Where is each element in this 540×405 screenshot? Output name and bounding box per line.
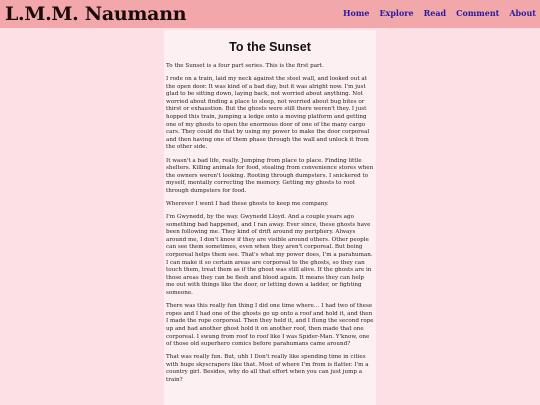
article-paragraph: I'm Gwynedd, by the way. Gwynedd Lloyd. And a couple years ago something bad happened, and I ran away. Ever since, these ghosts have been following me. They kind of drift around my periphery. Always around me, I don't know if they are visible around others. Other people can see them sometimes, even when they aren't corporeal. But being corporeal helps them see. That's what my power does, I'm a parahuman. I can make it so certain areas are corporeal to the ghosts, so they can touch them, treat them as if the ghost was still alive. If the ghosts are in those areas they can be flesh and blood again. It means they can help me out with things like the door, or letting down a ladder, or fighting someone. [166, 214, 373, 297]
article-paragraph: That was really fun. But, uhh I Don't really like spending time in cities with huge skyscrapers like that. Most of where I'm from is flatter. I'm a country girl. Besides, why do all that effort when you can just jump a train? [166, 354, 369, 383]
main-nav [333, 8, 536, 18]
nav-link-explore[interactable]: Explore [379, 8, 414, 18]
article-paragraph: There was this really fun thing I did one time where… I had two of these ropes and I had one of the ghosts go up onto a roof and hold it, and then I made the rope corporeal. Then they held it, and I flung the second rope up and had another ghost hold it on another roof, then made that one corporeal. I swung from roof to roof like I was Spider-Man. Y'know, one of those old superhero comics before parahumans came around? [166, 303, 374, 348]
article-title: To the Sunset [229, 40, 311, 54]
article-paragraph: Wherever I went I had these ghosts to keep me company. [166, 201, 329, 207]
article-body [164, 63, 376, 385]
article-paragraph: It wasn't a bad life, really. Jumping from place to place. Finding little shelters. Killing animals for food, stealing from convenience stores when the owners weren't looking. Rooting through dumpsters. I snickered to myself, mentally correcting the memory. Getting my ghosts to root through dumpsters for food. [166, 157, 374, 194]
article-container [164, 30, 376, 405]
site-logo[interactable]: L.M.M. Naumann [5, 3, 187, 25]
article-paragraph: I rode on a train, laid my neck against the steel wall, and looked out at the open door. It was kind of a bad day, but it was alright now. I'm just glad to be sitting down, laying back, not worried about anything. Not worried about finding a place to sleep, not worried about bug bites or thirst or exhaustion. But the ghosts were still there weren't they. I just hopped this train, jumping a ledge onto a moving platform and getting one of my ghosts to open the enormous door of one of the many cargo cars. They could do that by using my power to make the door corporeal and then having one of them phase through the wall and unlock it from the other side. [166, 76, 370, 151]
site-header [0, 0, 540, 28]
nav-link-home[interactable]: Home [343, 8, 370, 18]
nav-link-comment[interactable]: Comment [456, 8, 500, 18]
nav-link-about[interactable]: About [509, 8, 536, 18]
article-paragraph: To the Sunset is a four part series. This is the first part. [166, 63, 324, 69]
nav-link-read[interactable]: Read [423, 8, 447, 18]
